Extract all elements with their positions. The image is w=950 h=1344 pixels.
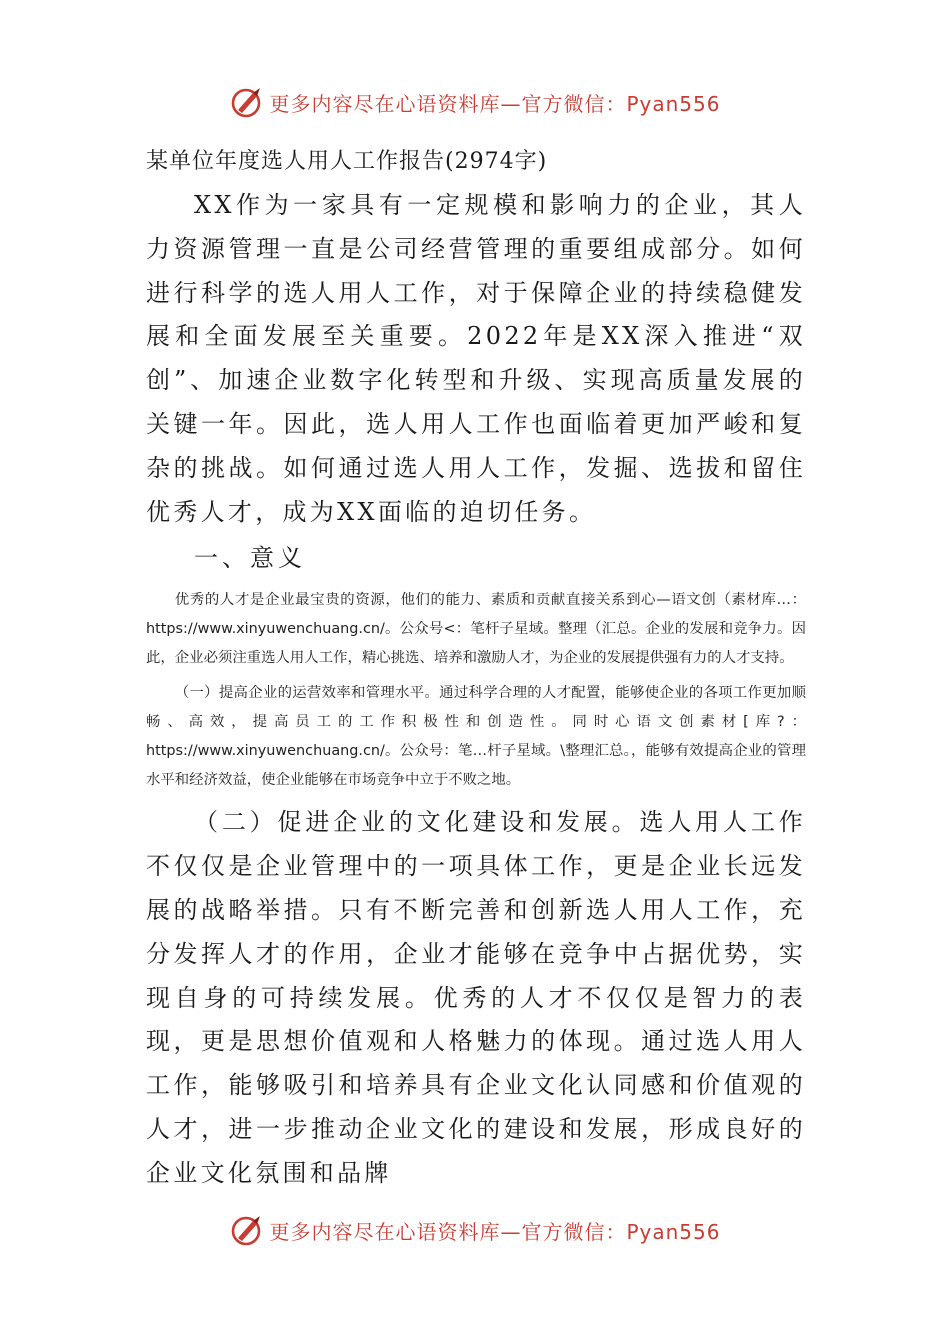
header-banner: [0, 82, 950, 122]
document-body: [146, 140, 806, 1196]
footer-banner-text: 更多内容尽在心语资料库—官方微信：Pyan556: [269, 1219, 721, 1244]
intro-paragraph: XX作为一家具有一定规模和影响力的企业，其人力资源管理一直是公司经营管理的重要组成部分。如何进行科学的选人用人工作，对于保障企业的持续稳健发展和全面发展至关重要。2022年是XX深入推进“双创”、加速企业数字化转型和升级、实现高质量发展的关键一年。因此，选人用人工作也面临着更加严峻和复杂的挑战。如何通过选人用人工作，发掘、选拔和留住优秀人才，成为XX面临的迫切任务。: [146, 191, 806, 526]
small-paragraph-2: （一）提高企业的运营效率和管理水平。通过科学合理的人才配置，能够使企业的各项工作更加顺畅、高效，提高员工的工作积极性和创造性。同时心语文创素材[库?：https://www.xinyuwenchuang.cn/。公众号：笔…杆子星域。\整理汇总。，能够有效提高企业的管理水平和经济效益，使企业能够在市场竞争中立于不败之地。: [146, 685, 806, 789]
footer-banner: [0, 1210, 950, 1250]
header-banner-text: 更多内容尽在心语资料库—官方微信：Pyan556: [269, 91, 721, 116]
document-title: 某单位年度选人用人工作报告(2974字): [146, 149, 548, 174]
pen-circle-logo-icon: [229, 1212, 265, 1248]
small-paragraph-1: 优秀的人才是企业最宝贵的资源，他们的能力、素质和贡献直接关系到心—语文创（素材库…：https://www.xinyuwenchuang.cn/。公众号<：笔杆子星域。整理（汇总。企业的发展和竞争力。因此，企业必须注重选人用人工作，精心挑选、培养和激励人才，为企业的发展提供强有力的人才支持。: [146, 592, 806, 667]
body-paragraph-2: （二）促进企业的文化建设和发展。选人用人工作不仅仅是企业管理中的一项具体工作，更是企业长远发展的战略举措。只有不断完善和创新选人用人工作，充分发挥人才的作用，企业才能够在竞争中占据优势，实现自身的可持续发展。优秀的人才不仅仅是智力的表现，更是思想价值观和人格魅力的体现。通过选人用人工作，能够吸引和培养具有企业文化认同感和价值观的人才，进一步推动企业文化的建设和发展，形成良好的企业文化氛围和品牌: [146, 808, 806, 1187]
section-heading: 一、意义: [194, 544, 306, 573]
pen-circle-logo-icon: [229, 84, 265, 120]
